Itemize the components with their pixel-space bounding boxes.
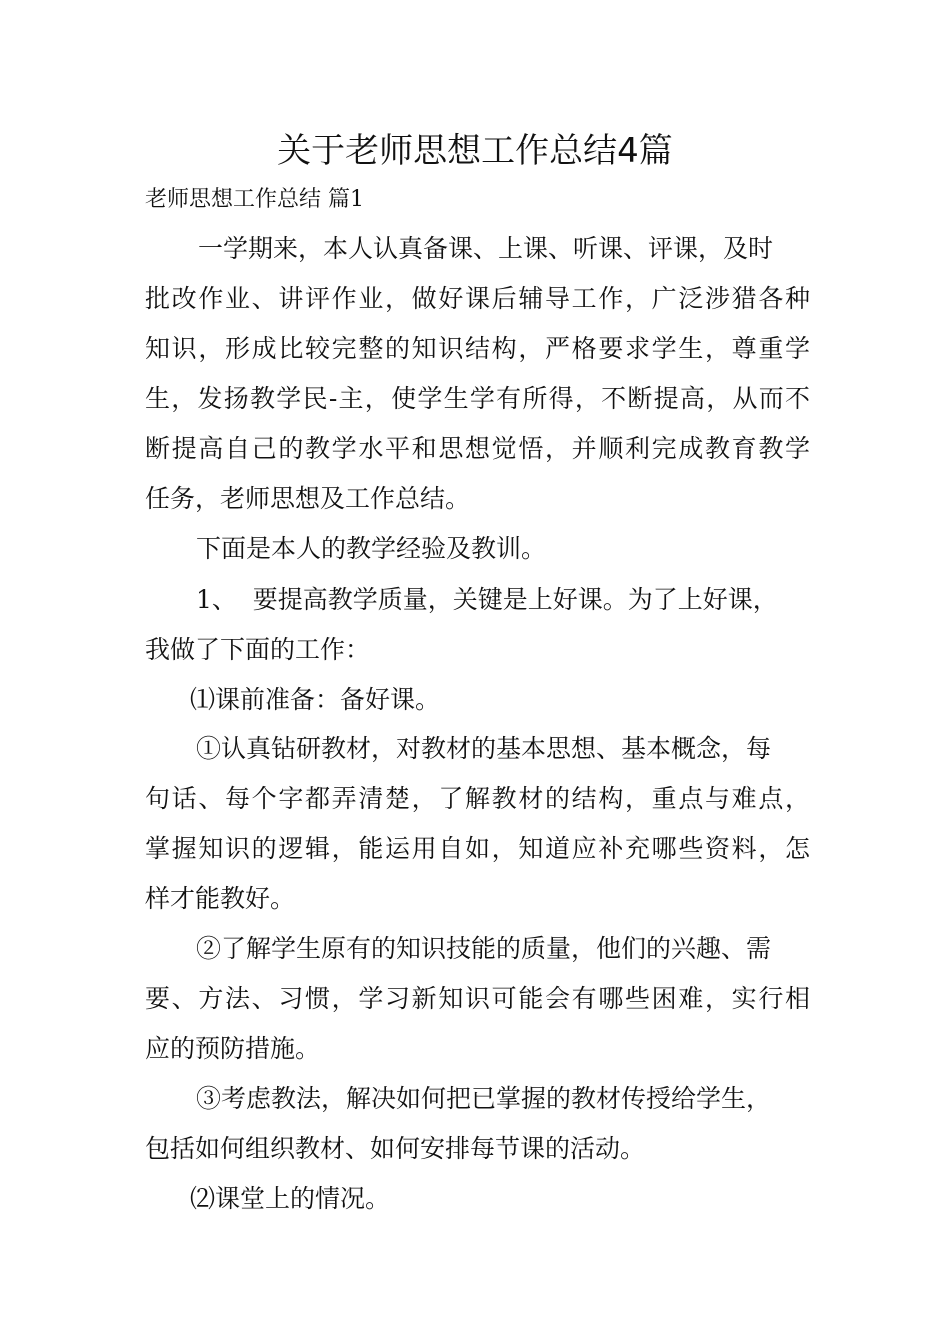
paragraph-line: 断提高自己的教学水平和思想觉悟，并顺利完成教育教学 bbox=[145, 434, 810, 463]
list-item-line: 我做了下面的工作： bbox=[145, 635, 371, 664]
paragraph-line: 样才能教好。 bbox=[145, 884, 296, 913]
paragraph-line: 批改作业、讲评作业，做好课后辅导工作，广泛涉猎各种 bbox=[145, 284, 810, 313]
paragraph-line: 知识，形成比较完整的知识结构，严格要求学生，尊重学 bbox=[145, 334, 810, 363]
paragraph-line: 句话、每个字都弄清楚，了解教材的结构，重点与难点， bbox=[145, 784, 810, 813]
paragraph-line: 应的预防措施。 bbox=[145, 1034, 321, 1063]
paragraph-line: 要、方法、习惯，学习新知识可能会有哪些困难，实行相 bbox=[145, 984, 810, 1013]
sub-item-line: ③考虑教法，解决如何把已掌握的教材传授给学生， bbox=[196, 1084, 772, 1113]
document-title: 关于老师思想工作总结4篇 bbox=[277, 131, 673, 171]
paragraph-line: 一学期来，本人认真备课、上课、听课、评课，及时 bbox=[198, 234, 774, 263]
section-heading: 老师思想工作总结 篇1 bbox=[145, 187, 364, 212]
paragraph-line: 生，发扬教学民-主，使学生学有所得，不断提高，从而不 bbox=[145, 384, 810, 413]
paragraph-line: 包括如何组织教材、如何安排每节课的活动。 bbox=[145, 1134, 646, 1163]
paragraph-line: 下面是本人的教学经验及教训。 bbox=[196, 534, 547, 563]
list-item-line: 1、 要提高教学质量，关键是上好课。为了上好课， bbox=[196, 585, 778, 614]
sub-item-line: ②了解学生原有的知识技能的质量，他们的兴趣、需 bbox=[196, 934, 772, 963]
sub-item-line: ⑵课堂上的情况。 bbox=[190, 1184, 391, 1213]
sub-item-line: ①认真钻研教材，对教材的基本思想、基本概念，每 bbox=[196, 734, 772, 763]
sub-item-line: ⑴课前准备：备好课。 bbox=[190, 685, 441, 714]
paragraph-line: 任务，老师思想及工作总结。 bbox=[145, 484, 471, 513]
paragraph-line: 掌握知识的逻辑，能运用自如，知道应补充哪些资料，怎 bbox=[145, 834, 810, 863]
